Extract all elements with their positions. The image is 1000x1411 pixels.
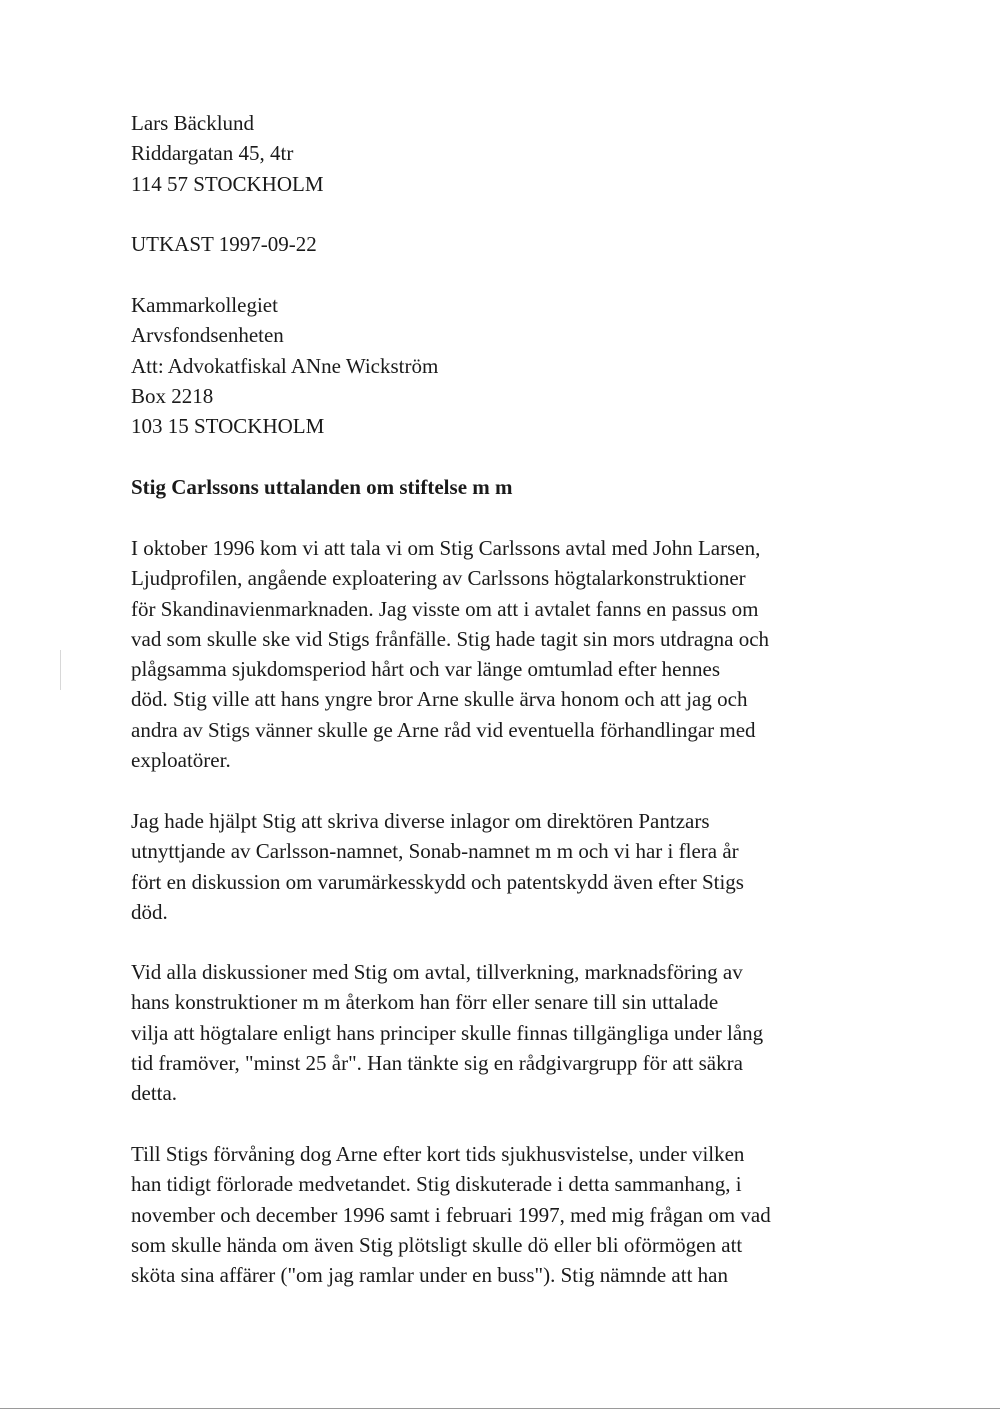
body-line: Ljudprofilen, angående exploatering av Carlssons högtalarkonstruktioner [131, 566, 746, 591]
body-line: för Skandinavienmarknaden. Jag visste om att i avtalet fanns en passus om [131, 596, 759, 621]
body-line: andra av Stigs vänner skulle ge Arne råd vid eventuella förhandlingar med [131, 717, 756, 742]
paragraph-1 [131, 533, 871, 775]
paragraph-4 [131, 1139, 871, 1290]
recipient-attention: Att: Advokatfiskal ANne Wickström [131, 353, 439, 378]
subject-text: Stig Carlssons uttalanden om stiftelse m m [131, 475, 513, 499]
body-line: detta. [131, 1081, 178, 1106]
body-line: vad som skulle ske vid Stigs frånfälle. Stig hade tagit sin mors utdragna och [131, 626, 770, 651]
sender-postal: 114 57 STOCKHOLM [131, 171, 324, 196]
scan-artifact [60, 650, 61, 690]
body-line: som skulle hända om även Stig plötsligt skulle dö eller bli oförmögen att [131, 1232, 743, 1257]
body-line: tid framöver, "minst 25 år". Han tänkte sig en rådgivargrupp för att säkra [131, 1050, 743, 1075]
body-line: han tidigt förlorade medvetandet. Stig diskuterade i detta sammanhang, i [131, 1172, 742, 1197]
sender-name: Lars Bäcklund [131, 111, 255, 135]
body-line: utnyttjande av Carlsson-namnet, Sonab-namnet m m och vi har i flera år [131, 839, 739, 864]
paragraph-2 [131, 806, 871, 927]
body-line: sköta sina affärer ("om jag ramlar under en buss"). Stig nämnde att han [131, 1263, 728, 1288]
sender-address [131, 108, 324, 199]
body-line: Vid alla diskussioner med Stig om avtal, tillverkning, marknadsföring av [131, 960, 743, 984]
draft-line: UTKAST 1997-09-22 [131, 232, 317, 256]
draft-date [131, 229, 317, 259]
sender-street: Riddargatan 45, 4tr [131, 141, 294, 166]
body-line: plågsamma sjukdomsperiod hårt och var länge omtumlad efter hennes [131, 657, 720, 682]
scan-edge-line [0, 1408, 1000, 1409]
recipient-postal: 103 15 STOCKHOLM [131, 414, 325, 439]
body-line: I oktober 1996 kom vi att tala vi om Stig Carlssons avtal med John Larsen, [131, 536, 761, 560]
body-line: november och december 1996 samt i februari 1997, med mig frågan om vad [131, 1202, 771, 1227]
body-line: fört en diskussion om varumärkesskydd och patentskydd även efter Stigs [131, 869, 744, 894]
subject-heading [131, 472, 513, 502]
body-line: Jag hade hjälpt Stig att skriva diverse inlagor om direktören Pantzars [131, 809, 710, 833]
body-line: död. [131, 899, 168, 924]
recipient-address [131, 290, 438, 441]
recipient-box: Box 2218 [131, 383, 214, 408]
body-line: exploatörer. [131, 748, 231, 773]
recipient-org: Kammarkollegiet [131, 293, 278, 317]
body-line: hans konstruktioner m m återkom han förr eller senare till sin uttalade [131, 990, 719, 1015]
recipient-unit: Arvsfondsenheten [131, 323, 284, 348]
body-line: Till Stigs förvåning dog Arne efter kort tids sjukhusvistelse, under vilken [131, 1142, 745, 1166]
body-line: död. Stig ville att hans yngre bror Arne skulle ärva honom och att jag och [131, 687, 748, 712]
paragraph-3 [131, 957, 871, 1108]
body-line: vilja att högtalare enligt hans principer skulle finnas tillgängliga under lång [131, 1020, 764, 1045]
